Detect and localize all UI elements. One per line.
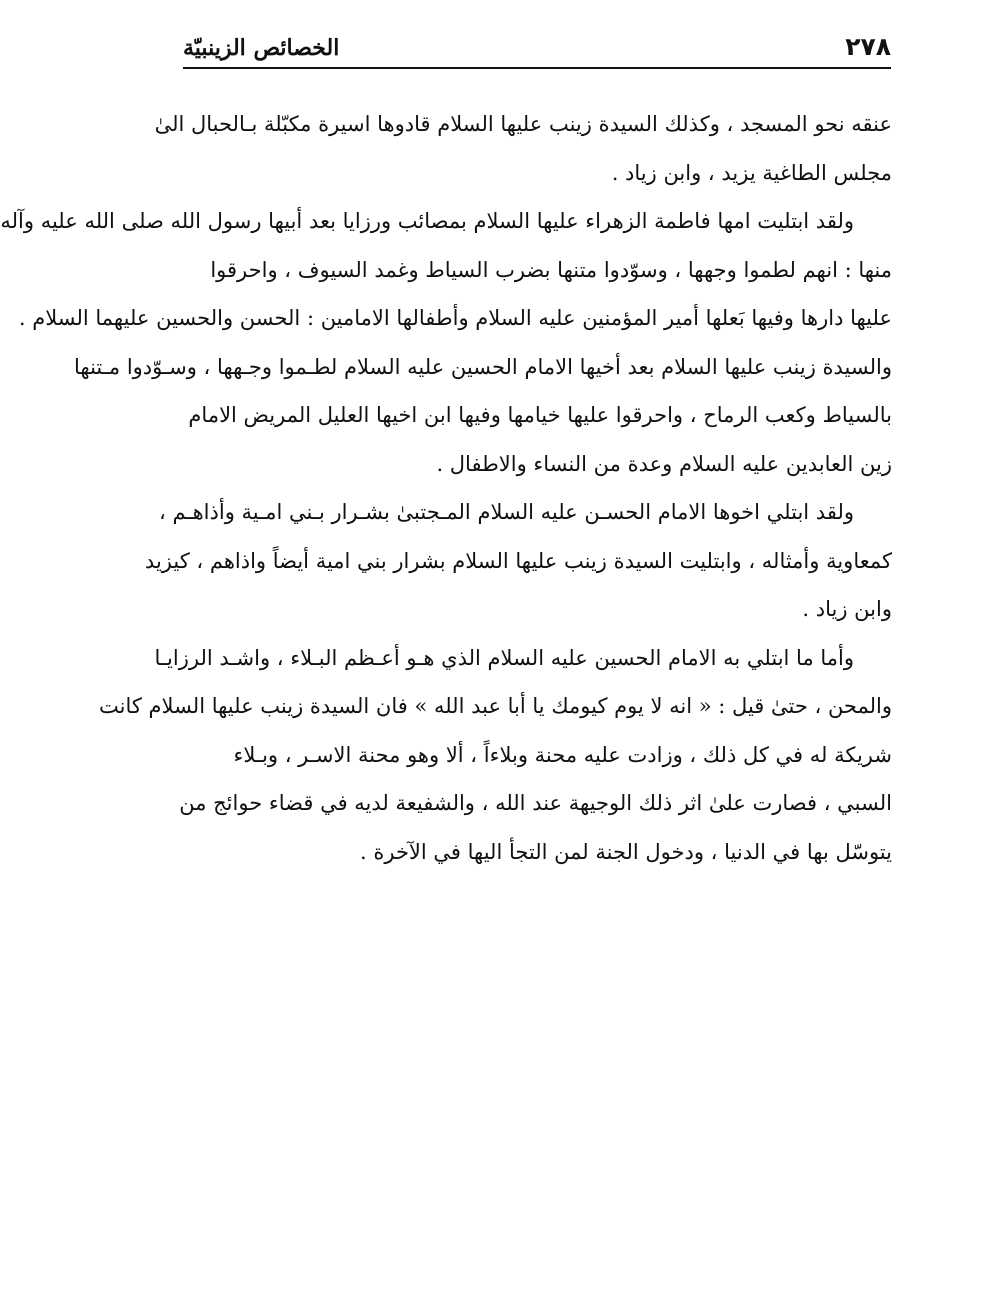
text-line: بالسياط وكعب الرماح ، واحرقوا عليها خيامها وفيها ابن اخيها العليل المريض الامام <box>188 403 892 427</box>
text-line: السبي ، فصارت علىٰ اثر ذلك الوجيهة عند الله ، والشفيعة لديه في قضاء حوائج من <box>179 791 892 815</box>
text-line: ولقد ابتلي اخوها الامام الحسـن عليه السلام المـجتبىٰ بشـرار بـني امـية وأذاهـم ، <box>159 500 854 524</box>
text-line: كمعاوية وأمثاله ، وابتليت السيدة زينب عليها السلام بشرار بني امية أيضاً واذاهم ، كيزيد <box>144 548 892 573</box>
text-line: منها : انهم لطموا وجهها ، وسوّدوا متنها بضرب السياط وغمد السيوف ، واحرقوا <box>210 257 892 282</box>
body-text <box>0 100 892 876</box>
text-line: ولقد ابتليت امها فاطمة الزهراء عليها السلام بمصائب ورزايا بعد أبيها رسول الله صلى الله عليه وآله <box>0 209 854 233</box>
running-title: الخصائص الزينبيّة <box>183 35 340 61</box>
text-line: زين العابدين عليه السلام وعدة من النساء والاطفال . <box>436 451 892 476</box>
header-rule <box>183 67 891 69</box>
text-line: عليها دارها وفيها بَعلها أمير المؤمنين عليه السلام وأطفالها الامامين : الحسن والحسين عليهما السلام . <box>18 306 892 330</box>
text-line: وابن زياد . <box>802 597 892 621</box>
text-line: شريكة له في كل ذلك ، وزادت عليه محنة وبلاءاً ، ألا وهو محنة الاسـر ، وبـلاء <box>233 742 892 767</box>
page-number: ٢٧٨ <box>845 32 891 61</box>
text-line: والسيدة زينب عليها السلام بعد أخيها الامام الحسين عليه السلام لطـموا وجـهها ، وسـوّدوا مـتنها <box>73 354 892 379</box>
text-line: يتوسّل بها في الدنيا ، ودخول الجنة لمن التجأ اليها في الآخرة . <box>360 839 892 864</box>
text-line: مجلس الطاغية يزيد ، وابن زياد . <box>611 160 892 185</box>
text-line: والمحن ، حتىٰ قيل : « انه لا يوم كيومك يا أبا عبد الله » فان السيدة زينب عليها السلام كانت <box>99 694 892 718</box>
text-line: وأما ما ابتلي به الامام الحسين عليه السلام الذي هـو أعـظم البـلاء ، واشـد الرزايـا <box>154 645 854 670</box>
page-header <box>183 30 891 70</box>
text-line: عنقه نحو المسجد ، وكذلك السيدة زينب عليها السلام قادوها اسيرة مكبّلة بـالحبال الىٰ <box>154 112 892 136</box>
